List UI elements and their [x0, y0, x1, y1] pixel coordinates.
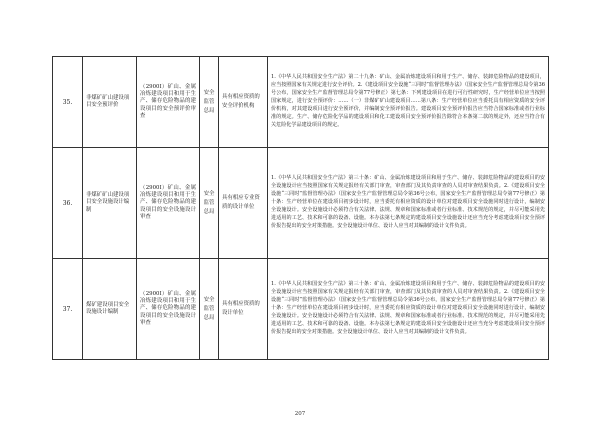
- regulation-table: [52, 56, 549, 360]
- legal-basis-content: 1.《中华人民共和国安全生产法》第二十九条：矿山、金属冶炼建设项目和用于生产、储存、装卸危险物品的建设项目，应当按照国家有关规定进行安全评价。2.《建设项目安全设施“三同时”监督管理办法》（国家安全生产监督管理总局令第36号公布，国家安全生产监督管理总局令第77号修正）第七条：下列建设项目在进行可行性研究时，生产经营单位应当按照国家规定，进行安全预评价：……（一）非煤矿矿山建设项目……第八条：生产经营单位应当委托具有相应资质的安全评价机构，对其建设项目进行安全预评价，并编制安全预评价报告。建设项目安全预评价报告应当符合国家标准或者行业标准的规定。生产、储存危险化学品的建设项目和化工建设项目安全预评价报告除符合本条第二款的规定外，还应当符合有关危险化学品建设项目的规定。: [268, 57, 549, 148]
- item-name: 非煤矿矿山建设项目安全预评价: [83, 57, 137, 148]
- approval-basis: （2900I）矿山、金属冶炼建设项目和用于生产、储存危险物品的建设项目的安全预评价审查: [137, 57, 200, 148]
- legal-basis-content: 1.《中华人民共和国安全生产法》第三十条：矿山、金属冶炼建设项目和用于生产、储存、装卸危险物品的建设项目的安全设施设计应当按照国家有关规定报经有关部门审查，审查部门及其负责审查的人员对审查结果负责。2.《建设项目安全设施“三同时”监督管理办法》（国家安全生产监督管理总局令第36号公布，国家安全生产监督管理总局令第77号修正）第十条：生产经营单位在建设项目初步设计时，应当委托有相应资质的设计单位对建设项目安全设施同时进行设计，编制安全设施设计。安全设施设计必须符合有关法律、法规、规章和国家标准或者行业标准、技术规范的规定，并尽可能采用先进适用的工艺、技术和可靠的设备、设施。本办法第七条规定的建设项目安全设施设计还应当充分考虑建设项目安全预评价报告提出的安全对策措施。安全设施设计单位、设计人应当对其编制的设计文件负责。: [268, 148, 549, 259]
- item-name: 煤矿建设项目安全设施设计编制: [83, 259, 137, 360]
- page-number: 207: [294, 411, 306, 417]
- table-row: [53, 148, 549, 259]
- service-subject: 具有相应资质的安全评价机构: [219, 57, 268, 148]
- service-subject: 具有相应专业资质的设计单位: [219, 148, 268, 259]
- table-row: [53, 57, 549, 148]
- department-text: 安全监管总局: [203, 89, 215, 114]
- department: [200, 259, 219, 360]
- department: [200, 57, 219, 148]
- legal-basis-content: 1.《中华人民共和国安全生产法》第三十条：矿山、金属冶炼建设项目和用于生产、储存、装卸危险物品的建设项目的安全设施设计应当按照国家有关规定报经有关部门审查，审查部门及其负责审查的人员对审查结果负责。2.《建设项目安全设施“三同时”监督管理办法》（国家安全生产监督管理总局令第36号公布，国家安全生产监督管理总局令第77号修正）第十条：生产经营单位在建设项目初步设计时，应当委托有相应资质的设计单位对建设项目安全设施同时进行设计，编制安全设施设计。安全设施设计必须符合有关法律、法规、规章和国家标准或者行业标准、技术规范的规定，并尽可能采用先进适用的工艺、技术和可靠的设备、设施。本办法第七条规定的建设项目安全设施设计还应当充分考虑建设项目安全预评价报告提出的安全对策措施。安全设施设计单位、设计人应当对其编制的设计文件负责。: [268, 259, 549, 360]
- service-subject: 具有相应资质的设计单位: [219, 259, 268, 360]
- department-text: 安全监管总局: [203, 190, 215, 215]
- row-number: 37.: [53, 259, 83, 360]
- approval-basis: （2900I）矿山、金属冶炼建设项目和用于生产、储存危险物品的建设项目的安全设施设计审查: [137, 148, 200, 259]
- table-row: [53, 259, 549, 360]
- approval-basis: （2900I）矿山、金属冶炼建设项目和用于生产、储存危险物品的建设项目的安全设施设计审查: [137, 259, 200, 360]
- row-number: 35.: [53, 57, 83, 148]
- item-name: 非煤矿矿山建设项目安全设施设计编制: [83, 148, 137, 259]
- department-text: 安全监管总局: [203, 296, 215, 321]
- row-number: 36.: [53, 148, 83, 259]
- department: [200, 148, 219, 259]
